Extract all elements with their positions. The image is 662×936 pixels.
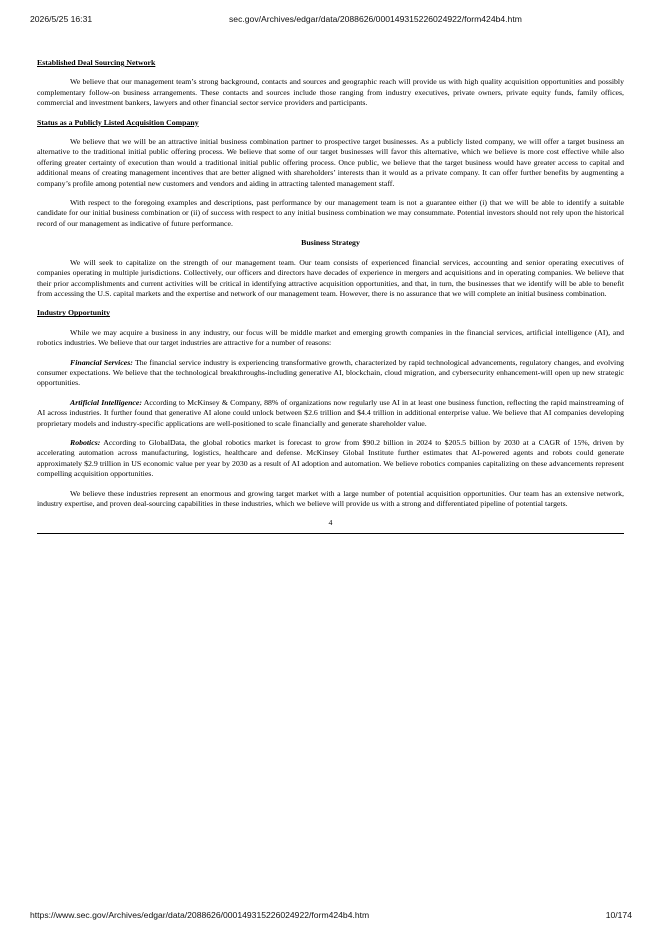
page-divider [37,533,624,534]
heading-business-strategy: Business Strategy [301,238,360,248]
lead-robotics: Robotics: [70,437,101,447]
print-footer-url[interactable]: https://www.sec.gov/Archives/edgar/data/2088626/000149315226024922/form424b4.htm [30,910,370,920]
text-financial-services: The financial service industry is experiencing transformative growth, characterized by rapid technological advancements, regulatory changes, and evolving consumer expectations. We believe that the technological breakthroughs-including generative AI, blockchain, cloud migration, and cybersecurity enhancement-will open up new strategic opportunities. [37,357,624,388]
heading-public-status: Status as a Publicly Listed Acquisition Company [37,117,199,127]
lead-financial-services: Financial Services: [70,357,133,367]
print-header-url[interactable]: sec.gov/Archives/edgar/data/2088626/000149315226024922/form424b4.htm [229,14,522,24]
text-artificial-intelligence: According to McKinsey & Company, 88% of organizations now regularly use AI in at least one business function, reflecting the rapid mainstreaming of AI across industries. It further found that generative AI alone could unlock between $2.6 trillion and $4.4 trillion in additional enterprise value. We believe that AI companies developing proprietary models and industry-specific applications are well-positioned to scale financially and generate shareholder value. [37,397,624,428]
paragraph-public-status-1: We believe that we will be an attractive initial business combination partner to prospective target businesses. As a publicly listed company, we will offer a target business an alternative to the traditional initial public offering process. We believe that some of our target businesses will favor this alternative, which we believe is more cost effective while also offering greater certainty of execution than would a traditional initial public offering process. Once public, we believe that the target business would have greater access to capital and additional means of creating management incentives that are better aligned with shareholders’ interests than it would as a private company. It can offer further benefits by augmenting a company’s profile among potential new customers and vendors and aiding in attracting talented management staff. [37,137,624,188]
paragraph-financial-services [37,358,624,389]
print-header [0,14,662,28]
print-page-count: 10/174 [605,910,632,920]
heading-industry-opportunity: Industry Opportunity [37,308,111,318]
paragraph-artificial-intelligence [37,398,624,429]
paragraph-robotics [37,438,624,480]
paragraph-deal-sourcing: We believe that our management team’s strong background, contacts and sources and geographic reach will provide us with high quality acquisition opportunities and possibly complementary follow-on business arrangements. These contacts and sources include those ranging from industry executives, private owners, private equity funds, family offices, commercial and investment bankers, lawyers and other financial sector service providers and participants. [37,77,624,108]
paragraph-industry-intro: While we may acquire a business in any industry, our focus will be middle market and emerging growth companies in the financial services, artificial intelligence (AI), and robotics industries. We believe that our target industries are attractive for a number of reasons: [37,327,624,348]
paragraph-business-strategy: We will seek to capitalize on the strength of our management team. Our team consists of experienced financial services, accounting and senior operating executives of companies operating in multiple jurisdictions. Collectively, our officers and directors have decades of experience in mergers and acquisitions and in operating companies. We believe that their prior accomplishments and current activities will be critical in identifying attractive acquisition opportunities, and that, in turn, the businesses that we identify will be able to benefit from accessing the U.S. capital markets and the expertise and network of our management team. However, there is no assurance that we will complete an initial business combination. [37,257,624,298]
paragraph-public-status-2: With respect to the foregoing examples and descriptions, past performance by our management team is not a guarantee either (i) that we will be able to identify a suitable candidate for our initial business combination or (ii) of success with respect to any initial business combination we may consummate. Potential investors should not rely upon the historical record of our management as indicative of future performance. [37,198,624,228]
print-footer [0,910,662,924]
document-page [37,58,624,534]
text-robotics: According to GlobalData, the global robotics market is forecast to grow from $90.2 billion in 2024 to $205.5 billion by 2030 at a CAGR of 15%, driven by accelerating automation across manufacturing, logistics, healthcare and defense. McKinsey Global Institute further estimates that AI-powered agents and robots could generate approximately $2.9 trillion in US economic value per year by 2030 as a result of AI adoption and automation. We believe robotics companies capitalizing on these advancements represent compelling acquisition opportunities. [37,437,624,479]
lead-artificial-intelligence: Artificial Intelligence: [70,397,142,407]
paragraph-industry-closing: We believe these industries represent an enormous and growing target market with a large number of potential acquisition opportunities. Our team has an extensive network, industry expertise, and proven deal-sourcing capabilities in these industries, which we believe will provide us with a strong and differentiated pipeline of potential targets. [37,488,624,508]
print-datetime: 2026/5/25 16:31 [30,14,93,24]
page-number: 4 [328,518,333,528]
heading-deal-sourcing: Established Deal Sourcing Network [37,58,156,67]
